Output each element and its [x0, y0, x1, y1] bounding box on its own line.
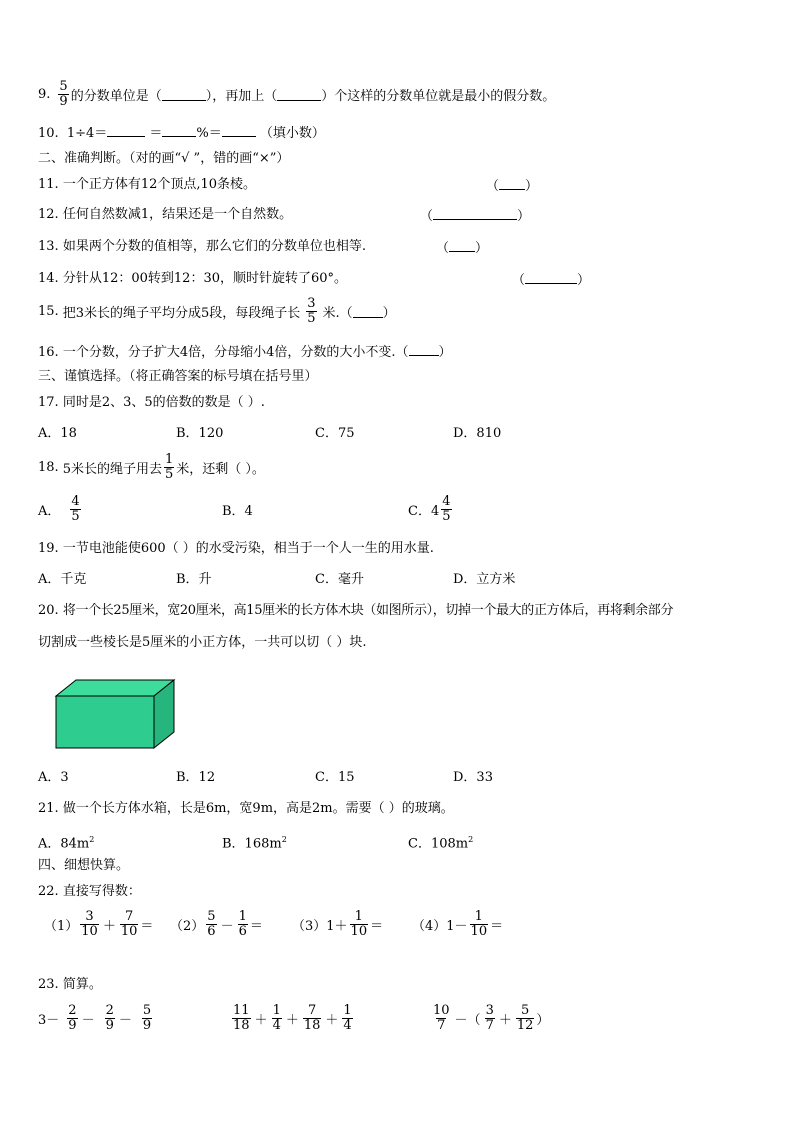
answer-blank[interactable] [162, 124, 196, 137]
fraction: $\frac{4}{5}$ [71, 494, 80, 524]
fraction: $\frac{7}{10}$ [120, 909, 138, 939]
answer-paren[interactable]: （ ） [436, 241, 489, 256]
option-d[interactable]: D．810 [453, 426, 502, 441]
cuboid-front-face [56, 696, 154, 748]
option-d[interactable]: D．立方米 [453, 572, 516, 587]
answer-blank[interactable] [409, 343, 439, 356]
option-a[interactable]: A．18 [38, 426, 77, 441]
fraction: $\frac{7}{18}$ [303, 1003, 321, 1033]
fraction: $\frac{5}{9}$ [142, 1003, 152, 1033]
option-b[interactable]: B．$168m^2$ [222, 835, 287, 852]
fraction: $\frac{3}{10}$ [81, 909, 98, 939]
question-16: 16. 一个分数，分子扩大4倍，分母缩小4倍，分数的大小不变.（ ） [38, 345, 452, 360]
option-c[interactable]: C．75 [315, 426, 355, 441]
answer-blank[interactable] [107, 124, 145, 137]
question-number: 14. [38, 271, 59, 286]
answer-paren[interactable]: （ ） [486, 179, 539, 194]
fraction: $\frac{1}{4}$ [272, 1003, 281, 1033]
option-a[interactable]: A．3 [38, 770, 69, 785]
question-number: 13. [38, 239, 59, 254]
answer-paren[interactable]: （ ） [420, 209, 531, 224]
answer-blank[interactable] [353, 305, 383, 318]
question-20: 20. 将一个长25厘米，宽20厘米，高15厘米的长方体木块（如图所示），切掉一个最大的正方体后，再将剩余部分 [38, 603, 674, 618]
question-number: 12. [38, 207, 59, 222]
fraction: $\frac{3}{7}$ [485, 1003, 494, 1033]
option-b[interactable]: B．120 [176, 426, 224, 441]
question-number: 23. [38, 977, 59, 992]
option-d[interactable]: D．33 [453, 770, 493, 785]
answer-paren[interactable]: （ ） [512, 273, 591, 288]
fraction: $\frac{1}{5}$ [164, 452, 174, 482]
answer-blank[interactable] [222, 124, 256, 137]
question-13: 13. 如果两个分数的值相等，那么它们的分数单位也相等. [38, 239, 366, 254]
question-17: 17. 同时是2、3、5的倍数的数是（ ）. [38, 395, 265, 410]
question-number: 17. [38, 395, 59, 410]
option-c[interactable]: C．4 $\frac{4}{5}$ [408, 494, 451, 524]
fraction: $\frac{1}{4}$ [343, 1003, 352, 1033]
fraction: $\frac{1}{6}$ [238, 909, 247, 939]
question-10: 10. 1÷4＝ ＝ %＝ （填小数） [38, 126, 325, 141]
question-number: 21. [38, 801, 59, 816]
question-23: 23. 简算。 [38, 977, 102, 992]
cuboid-figure [50, 676, 180, 752]
fraction: $\frac{2}{9}$ [68, 1003, 77, 1033]
fraction: $\frac{11}{18}$ [233, 1003, 250, 1033]
calc-item-1: （1） $\frac{3}{10}$ ＋ $\frac{7}{10}$ ＝ [44, 909, 154, 939]
simplify-expression-3: $\frac{10}{7}$ －（ $\frac{3}{7}$ ＋ $\frac{5}{12}$ ） [433, 1003, 550, 1033]
calc-item-2: （2） $\frac{5}{6}$ － $\frac{1}{6}$ ＝ [170, 909, 263, 939]
question-number: 10. [38, 126, 59, 141]
question-14: 14. 分针从12：00转到12：30，顺时针旋转了60°。 [38, 271, 348, 286]
section-heading: 二、准确判断。（对的画“√ ”，错的画“×”） [38, 151, 290, 166]
section-heading: 三、谨慎选择。（将正确答案的标号填在括号里） [38, 369, 318, 384]
simplify-expression-2: $\frac{11}{18}$ ＋ $\frac{1}{4}$ ＋ $\frac{7}{18}$ ＋ $\frac{1}{4}$ [233, 1003, 352, 1033]
option-a[interactable]: A．千克 [38, 572, 87, 587]
option-b[interactable]: B．12 [176, 770, 216, 785]
fraction: $\frac{5}{12}$ [516, 1003, 534, 1033]
question-22: 22. 直接写得数： [38, 884, 141, 899]
question-number: 22. [38, 884, 59, 899]
section-heading: 四、细想快算。 [38, 858, 130, 873]
calc-item-4: （4）1－ $\frac{1}{10}$ ＝ [412, 909, 504, 939]
question-number: 11. [38, 177, 59, 192]
question-12: 12. 任何自然数减1，结果还是一个自然数。 [38, 207, 293, 222]
fraction: $\frac{3}{5}$ [307, 296, 316, 326]
fraction: $\frac{5}{9}$ [59, 79, 68, 109]
question-20-line-2: 切割成一些棱长是5厘米的小正方体，一共可以切（ ）块. [38, 635, 367, 650]
question-15: 15. 把3米长的绳子平均分成5段，每段绳子长 $\frac{3}{5}$ 米.（ ） [38, 296, 396, 326]
fraction: $\frac{2}{9}$ [105, 1003, 114, 1033]
question-18: 18. 5米长的绳子用去 $\frac{1}{5}$ 米，还剩（ ）。 [38, 452, 265, 482]
option-c[interactable]: C．毫升 [315, 572, 364, 587]
question-number: 20. [38, 603, 59, 618]
option-a[interactable]: A．$84m^2$ [38, 835, 95, 852]
fraction: $\frac{1}{10}$ [470, 909, 488, 939]
fraction: $\frac{4}{5}$ [442, 494, 451, 524]
fraction: $\frac{1}{10}$ [350, 909, 368, 939]
question-9: 9. $\frac{5}{9}$ 的分数单位是（ ），再加上（ ）个这样的分数单位就是最小的假分数。 [38, 79, 556, 109]
question-11: 11. 一个正方体有12个顶点,10条棱。 [38, 177, 257, 192]
fraction: $\frac{10}{7}$ [433, 1003, 450, 1033]
question-19: 19. 一节电池能使600（ ）的水受污染，相当于一个人一生的用水量. [38, 541, 434, 556]
question-21: 21. 做一个长方体水箱，长是6m，宽9m，高是2m。需要（ ）的玻璃。 [38, 801, 454, 816]
calc-item-3: （3）1＋ $\frac{1}{10}$ ＝ [292, 909, 384, 939]
option-b[interactable]: B．升 [176, 572, 212, 587]
option-a[interactable]: A． $\frac{4}{5}$ [38, 494, 80, 524]
option-c[interactable]: C．15 [315, 770, 355, 785]
question-number: 9. [38, 87, 51, 102]
answer-blank[interactable] [162, 88, 206, 101]
simplify-expression-1: 3－ $\frac{2}{9}$ － $\frac{2}{9}$ － $\frac{5}{9}$ [38, 1003, 152, 1033]
question-number: 16. [38, 345, 59, 360]
question-number: 18. [38, 460, 59, 475]
question-number: 15. [38, 304, 59, 319]
option-b[interactable]: B．4 [222, 504, 253, 519]
option-c[interactable]: C．$108m^2$ [408, 835, 474, 852]
fraction: $\frac{5}{6}$ [207, 909, 216, 939]
answer-blank[interactable] [277, 88, 321, 101]
question-number: 19. [38, 541, 59, 556]
